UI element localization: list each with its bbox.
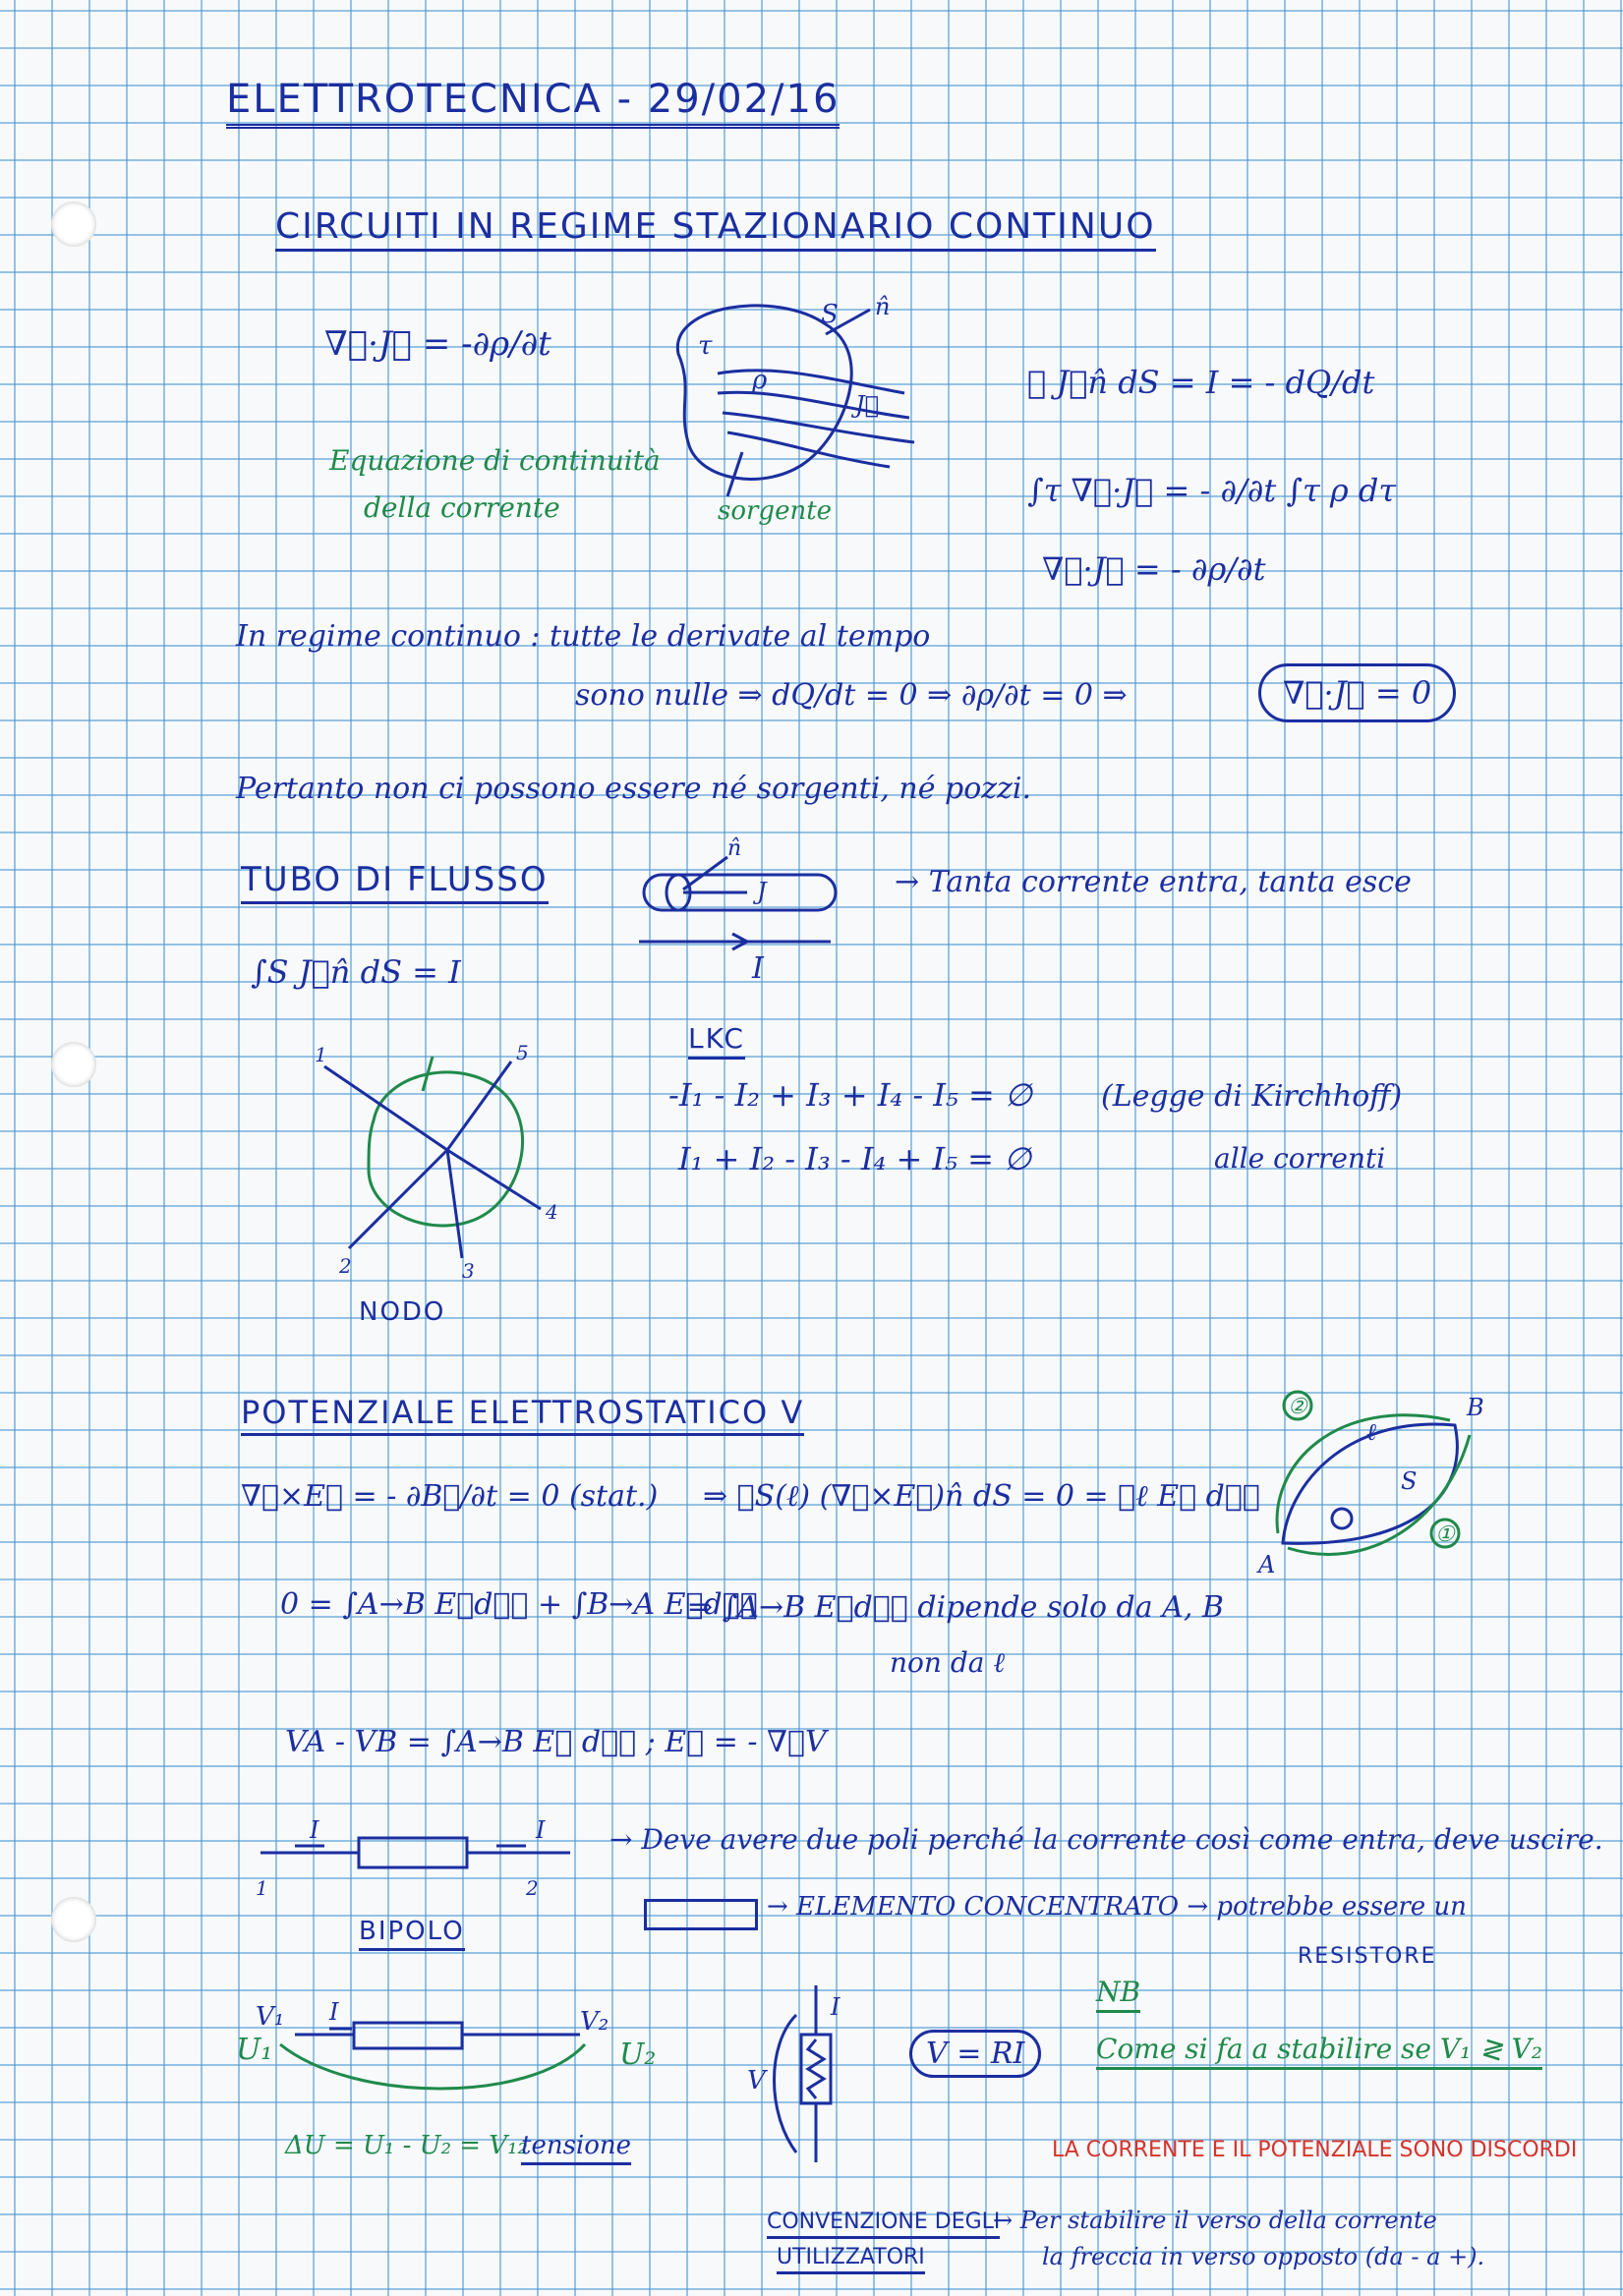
curl-equation: ∇⃗×E⃗ = - ∂B⃗/∂t = 0 (stat.): [241, 1479, 659, 1514]
label-tau: τ: [698, 331, 713, 361]
convention-title-2: UTILIZZATORI: [777, 2245, 925, 2274]
label-j: J⃗: [855, 391, 880, 419]
bipolo-figure: [256, 1808, 580, 1907]
path-independence: ⇒ ∫A→B E⃗dℓ⃗ dipende solo da A, B: [688, 1590, 1224, 1625]
resistore-label: RESISTORE: [1298, 1944, 1437, 1969]
pertanto-line: Pertanto non ci possono essere né sorgenti, né pozzi.: [236, 772, 1032, 806]
path-integral-sum: 0 = ∫A→B E⃗dℓ⃗ + ∫B→A E⃗dℓ⃗: [280, 1587, 758, 1622]
elemento-note: → ELEMENTO CONCENTRATO → potrebbe essere un: [767, 1892, 1467, 1922]
branch-1: [324, 1066, 447, 1150]
red-note: LA CORRENTE E IL POTENZIALE SONO DISCORDI: [1052, 2138, 1578, 2162]
node-label: NODO: [359, 1297, 446, 1327]
node-num-2: 2: [339, 1254, 352, 1278]
lkc-equation-2: I₁ + I₂ - I₃ - I₄ + I₅ = ∅: [678, 1140, 1031, 1177]
bipolo-current-right: I: [536, 1816, 546, 1844]
binder-hole-bottom: [51, 1897, 96, 1942]
node-num-4: 4: [546, 1200, 558, 1224]
section-heading-tubo: TUBO DI FLUSSO: [241, 860, 549, 904]
nb-text: Come si fa a stabilire se V₁ ≷ V₂: [1096, 2033, 1542, 2070]
section-heading-circuiti: CIRCUITI IN REGIME STAZIONARIO CONTINUO: [275, 206, 1156, 252]
elemento-box: [644, 1899, 758, 1930]
tube-label-i: I: [752, 951, 764, 986]
path-independence-2: non da ℓ: [890, 1646, 1006, 1679]
path-label-s: S: [1401, 1467, 1418, 1495]
u1-label: U₁: [236, 2033, 273, 2067]
voltage-bracket: [775, 2015, 797, 2152]
potential-difference: VA - VB = ∫A→B E⃗ dℓ⃗ ; E⃗ = - ∇⃗V: [285, 1725, 827, 1759]
resistor-vertical-figure: [747, 1985, 865, 2192]
binder-hole-middle: [51, 1042, 96, 1087]
branch-4: [447, 1150, 541, 1209]
eq-right-3: ∇⃗·J⃗ = - ∂ρ/∂t: [1042, 550, 1266, 588]
tubo-note: → Tanta corrente entra, tanta esce: [895, 865, 1412, 899]
tube-label-n: n̂: [727, 836, 742, 861]
tubo-equation: ∫S J⃗n̂ dS = I: [251, 953, 461, 991]
normal-dot: [1332, 1509, 1352, 1528]
bipolo-body: [359, 1838, 467, 1867]
eq-right-1: ∮ J⃗n̂ dS = I = - dQ/dt: [1027, 364, 1375, 401]
curl-equation-right: ⇒ ∮S(ℓ) (∇⃗×E⃗)n̂ dS = 0 = ∮ℓ E⃗ dℓ⃗: [703, 1479, 1260, 1514]
path-label-l: ℓ: [1366, 1418, 1376, 1446]
binder-hole-top: [51, 201, 96, 247]
eq-right-2: ∫τ ∇⃗·J⃗ = - ∂/∂t ∫τ ρ dτ: [1027, 472, 1397, 509]
source-label: sorgente: [718, 496, 833, 526]
node-num-3: 3: [462, 1259, 475, 1283]
v1-label: V₁: [256, 2002, 285, 2032]
bipolo-num-2: 2: [526, 1876, 539, 1900]
flux-line-1: [718, 371, 904, 393]
nb-title: NB: [1096, 1976, 1140, 2013]
tensione-equation: ΔU = U₁ - U₂ = V₁₂: [285, 2131, 528, 2160]
path-label-2: ②: [1288, 1395, 1307, 1419]
closed-path-figure: [1248, 1376, 1504, 1592]
ohm-law: V = RI: [909, 2030, 1041, 2078]
lkc-title: LKC: [688, 1022, 745, 1060]
label-rho: ρ: [752, 366, 768, 395]
regime-line-1: In regime continuo : tutte le derivate al tempo: [236, 619, 931, 654]
resistor-i-label: I: [831, 1993, 840, 2021]
continuity-note-line2: della corrente: [364, 491, 560, 524]
branch-2: [349, 1150, 447, 1248]
page-title: ELETTROTECNICA - 29/02/16: [226, 77, 840, 129]
regime-result-circled: ∇⃗·J⃗ = 0: [1258, 663, 1456, 722]
lkc-note-2: alle correnti: [1214, 1142, 1386, 1175]
voltage-current-label: I: [329, 1998, 339, 2026]
u2-label: U₂: [619, 2038, 657, 2072]
tensione-word: tensione: [521, 2131, 631, 2165]
flux-tube-figure: [639, 836, 855, 993]
v2-label: V₂: [580, 2007, 609, 2037]
branch-5: [447, 1062, 511, 1150]
lkc-note-1: (Legge di Kirchhoff): [1101, 1079, 1403, 1114]
branch-3: [447, 1150, 462, 1258]
node-num-1: 1: [315, 1043, 327, 1066]
voltage-bipolo-body: [354, 2023, 462, 2048]
resistor-v-label: V: [747, 2066, 766, 2095]
lkc-equation-1: -I₁ - I₂ + I₃ + I₄ - I₅ = ∅: [668, 1076, 1032, 1114]
tube-label-j: J: [757, 878, 767, 905]
label-n: n̂: [875, 293, 891, 320]
voltage-bipolo-figure: [236, 1995, 659, 2103]
convention-text-2: la freccia in verso opposto (da - a +).: [1042, 2243, 1485, 2270]
continuity-note-line1: Equazione di continuità: [329, 444, 661, 477]
node-num-5: 5: [516, 1041, 529, 1064]
path-label-1: ①: [1435, 1522, 1455, 1547]
convention-title-1: CONVENZIONE DEGLI: [767, 2210, 1000, 2239]
dipole-note: → Deve avere due poli perché la corrente così come entra, deve uscire.: [609, 1823, 1603, 1856]
voltage-arc: [280, 2044, 585, 2089]
volume-source-figure: [659, 295, 973, 511]
bipolo-label: BIPOLO: [359, 1917, 465, 1951]
bipolo-num-1: 1: [256, 1876, 268, 1900]
section-heading-potenziale: POTENZIALE ELETTROSTATICO V: [241, 1394, 804, 1436]
label-s: S: [821, 300, 839, 329]
node-figure: [315, 1041, 570, 1283]
regime-line-2: sono nulle ⇒ dQ/dt = 0 ⇒ ∂ρ/∂t = 0 ⇒: [575, 678, 1128, 713]
path-label-a: A: [1258, 1551, 1276, 1578]
path-label-b: B: [1467, 1394, 1484, 1421]
bipolo-current-left: I: [310, 1816, 319, 1844]
flux-line-2: [718, 392, 909, 418]
continuity-equation: ∇⃗·J⃗ = -∂ρ/∂t: [324, 324, 551, 364]
convention-text-1: → Per stabilire il verso della corrente: [993, 2207, 1437, 2234]
